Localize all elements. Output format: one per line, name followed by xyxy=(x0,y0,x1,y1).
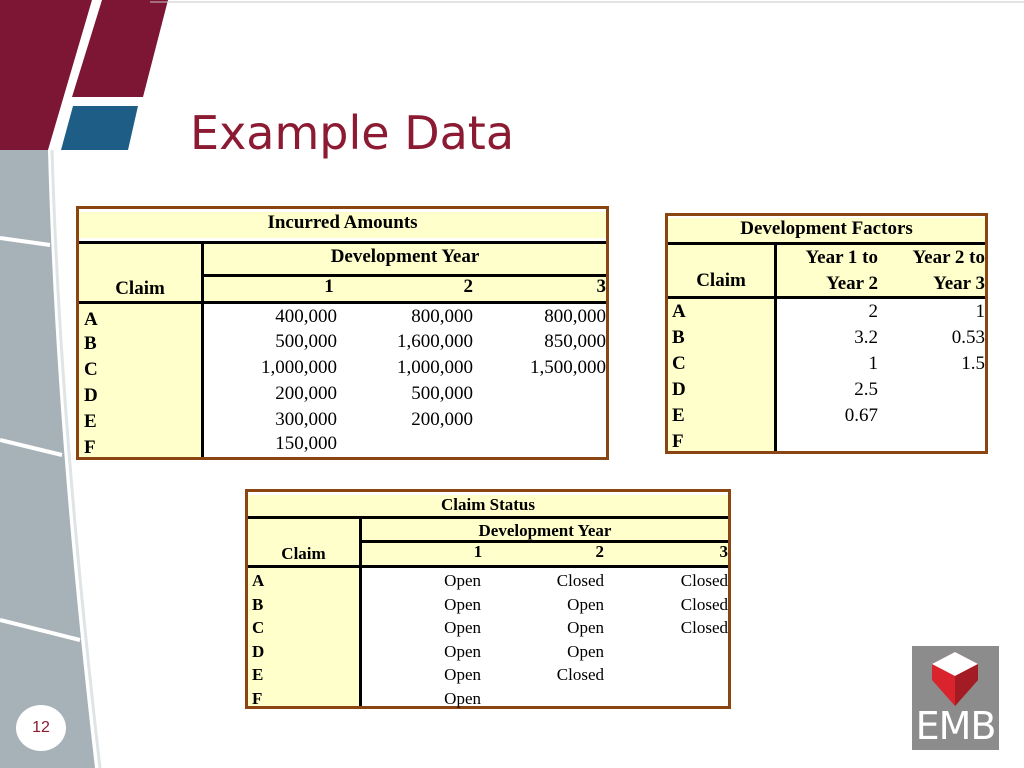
logo-text: EMB xyxy=(915,704,996,748)
factor-value: 0.53 xyxy=(951,327,985,348)
incurred-value: 800,000 xyxy=(411,306,473,327)
claim-label: C xyxy=(672,353,686,374)
claim-label: F xyxy=(672,431,684,452)
claim-label: B xyxy=(252,595,264,614)
incurred-value: 500,000 xyxy=(411,383,473,404)
incurred-dev-year-header: Development Year xyxy=(330,246,480,267)
incurred-year-1: 1 xyxy=(324,276,334,297)
status-value: Open xyxy=(444,665,481,684)
status-value: Closed xyxy=(556,571,604,590)
status-value: Closed xyxy=(680,571,728,590)
incurred-value: 200,000 xyxy=(275,383,337,404)
incurred-value: 800,000 xyxy=(544,306,606,327)
status-year-2: 2 xyxy=(595,542,604,561)
claim-label: D xyxy=(672,379,686,400)
blue-block xyxy=(61,106,138,150)
factors-claim-header: Claim xyxy=(696,270,746,291)
incurred-value: 200,000 xyxy=(411,409,473,430)
claim-label: E xyxy=(672,405,685,426)
incurred-value: 300,000 xyxy=(275,409,337,430)
emb-logo xyxy=(912,646,999,750)
incurred-amounts-table xyxy=(76,206,609,460)
status-value: Open xyxy=(444,642,481,661)
claim-label: A xyxy=(84,309,98,330)
claim-label: A xyxy=(252,571,265,590)
factor-value: 2.5 xyxy=(854,379,878,400)
factor-value: 1.5 xyxy=(961,353,985,374)
development-factors-table xyxy=(665,213,988,454)
factor-value: 0.67 xyxy=(844,405,878,426)
status-year-1: 1 xyxy=(473,542,483,561)
status-value: Closed xyxy=(680,618,728,637)
claim-label: A xyxy=(672,301,686,322)
incurred-year-3: 3 xyxy=(596,276,606,297)
claim-label: D xyxy=(252,642,265,661)
claim-label: B xyxy=(672,327,685,348)
status-dev-year-header: Development Year xyxy=(478,521,612,540)
incurred-value: 1,000,000 xyxy=(397,357,473,378)
status-value: Open xyxy=(444,571,481,590)
status-table-title: Claim Status xyxy=(248,495,728,516)
divider xyxy=(248,565,728,568)
status-value: Open xyxy=(444,595,481,614)
status-value: Open xyxy=(567,642,604,661)
incurred-value: 850,000 xyxy=(544,331,606,352)
factor-value: 2 xyxy=(868,301,878,322)
incurred-claim-header: Claim xyxy=(115,278,165,299)
claim-label: B xyxy=(84,333,97,354)
claim-status-table xyxy=(245,489,731,709)
claim-label: F xyxy=(84,437,96,458)
factor-value: 1 xyxy=(975,301,985,322)
status-value: Closed xyxy=(680,595,728,614)
divider xyxy=(79,301,606,304)
factors-col1-line1: Year 1 to xyxy=(805,247,878,268)
incurred-year-2: 2 xyxy=(463,276,473,297)
status-value: Open xyxy=(567,595,604,614)
incurred-value: 150,000 xyxy=(275,433,337,454)
divider xyxy=(668,296,985,299)
status-value: Closed xyxy=(556,665,604,684)
factors-table-title: Development Factors xyxy=(668,218,985,242)
status-year-3: 3 xyxy=(719,542,728,561)
claim-label: E xyxy=(84,411,97,432)
status-value: Open xyxy=(567,618,604,637)
incurred-value: 400,000 xyxy=(275,306,337,327)
page-title: Example Data xyxy=(190,106,515,160)
incurred-value: 1,000,000 xyxy=(261,357,337,378)
incurred-table-title: Incurred Amounts xyxy=(79,212,606,238)
claim-label: C xyxy=(84,359,98,380)
factors-col1-line2: Year 2 xyxy=(826,273,878,294)
claim-label: E xyxy=(252,665,264,684)
incurred-value: 1,600,000 xyxy=(397,331,473,352)
claim-label: C xyxy=(252,618,265,637)
factor-value: 3.2 xyxy=(854,327,878,348)
factors-col2-line2: Year 3 xyxy=(933,273,985,294)
claim-label: D xyxy=(84,385,98,406)
status-value: Open xyxy=(444,689,481,708)
page-number: 12 xyxy=(16,705,66,751)
claim-column xyxy=(79,244,201,457)
incurred-value: 500,000 xyxy=(275,331,337,352)
factors-col2-line1: Year 2 to xyxy=(912,247,985,268)
claim-label: F xyxy=(252,689,263,708)
status-value: Open xyxy=(444,618,481,637)
factor-value: 1 xyxy=(868,353,878,374)
status-claim-header: Claim xyxy=(281,544,326,563)
incurred-value: 1,500,000 xyxy=(530,357,606,378)
